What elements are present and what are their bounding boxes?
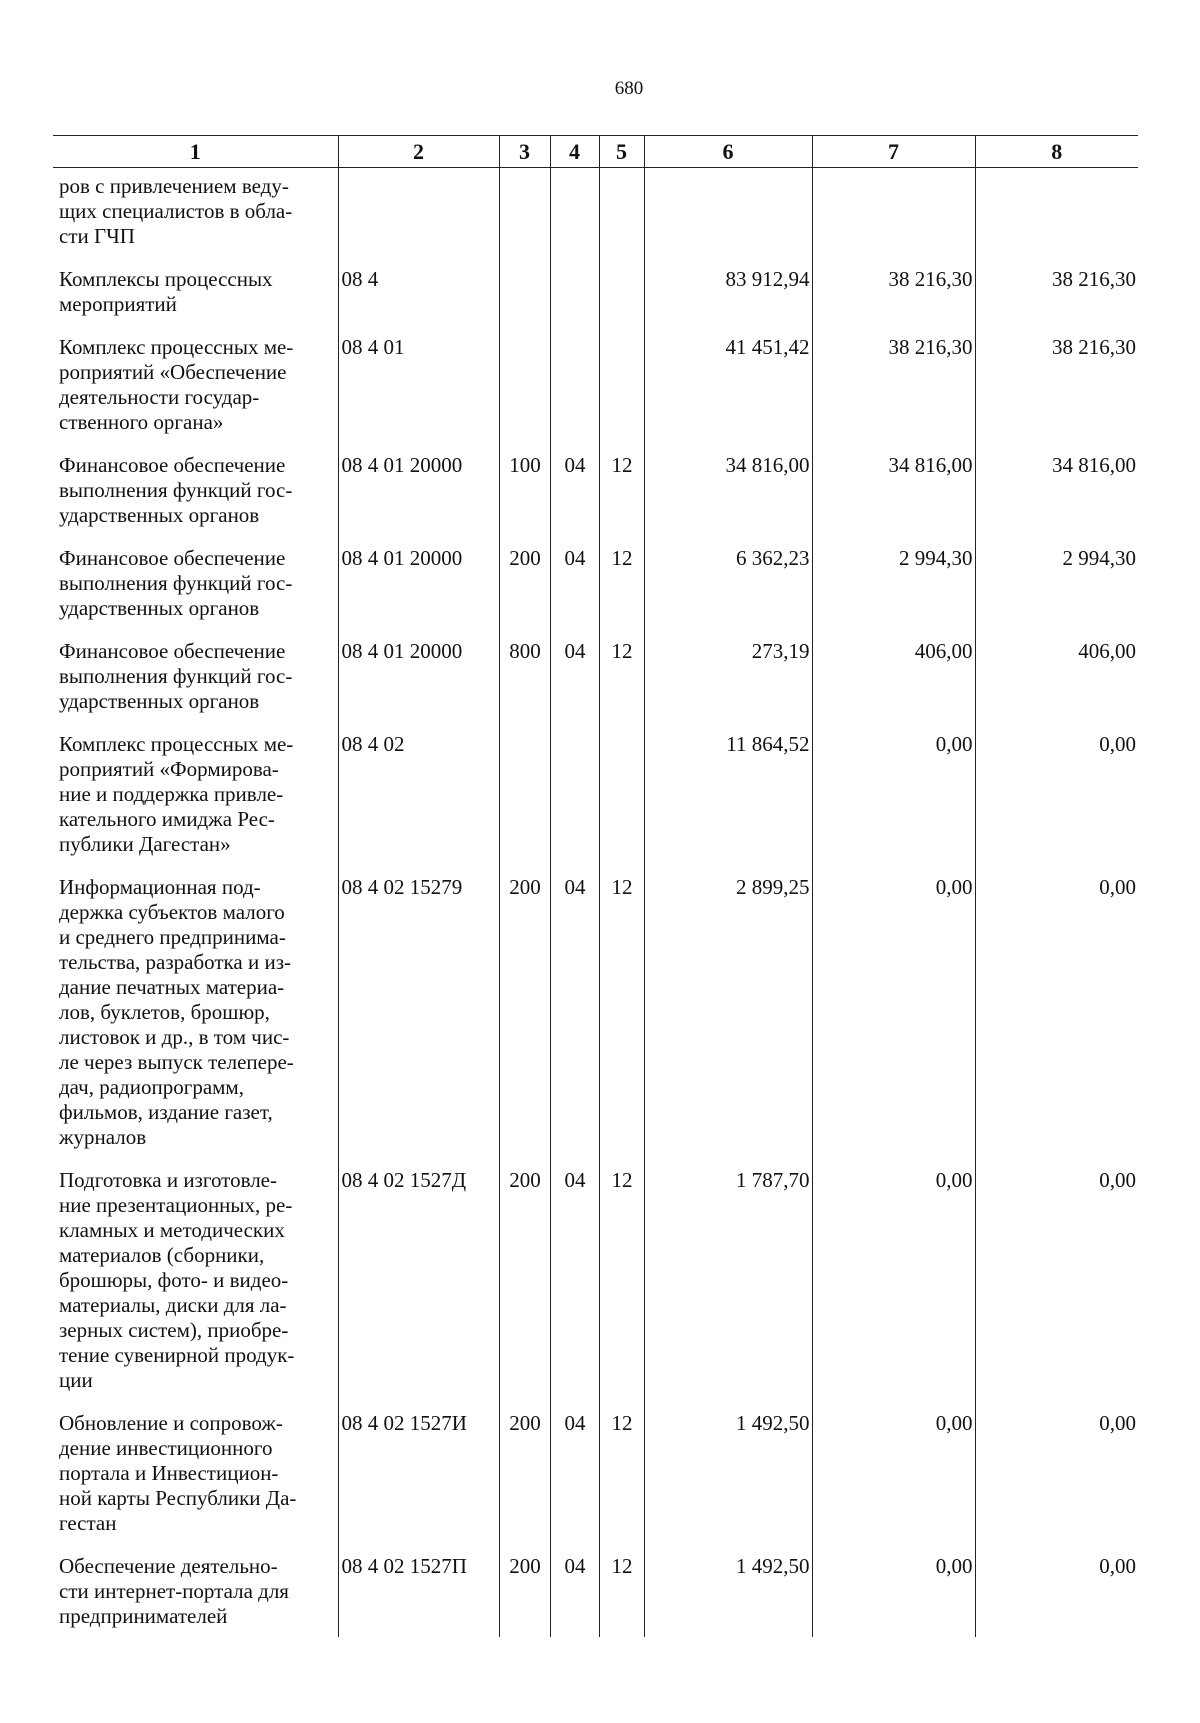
amount-year-2: 0,00 bbox=[812, 1554, 975, 1637]
target-article-code: 08 4 02 1527И bbox=[338, 1411, 499, 1554]
amount-year-1: 1 492,50 bbox=[644, 1411, 812, 1554]
expense-type-code: 200 bbox=[499, 1554, 550, 1637]
amount-year-2: 34 816,00 bbox=[812, 453, 975, 546]
subsection-code bbox=[599, 168, 644, 268]
table-row bbox=[53, 639, 1138, 732]
amount-year-3: 0,00 bbox=[975, 1411, 1138, 1554]
header-row bbox=[53, 136, 1138, 168]
amount-year-3: 38 216,30 bbox=[975, 267, 1138, 335]
section-code: 04 bbox=[550, 1168, 599, 1411]
expense-name: Финансовое обеспечение выполнения функций гос- ударственных органов bbox=[59, 546, 293, 620]
expense-name: Обеспечение деятельно- сти интернет-портала для предпринимателей bbox=[59, 1554, 289, 1628]
amount-year-1: 2 899,25 bbox=[644, 875, 812, 1168]
table-row bbox=[53, 732, 1138, 875]
section-code: 04 bbox=[550, 453, 599, 546]
subsection-code bbox=[599, 732, 644, 875]
target-article-code: 08 4 01 20000 bbox=[338, 453, 499, 546]
subsection-code: 12 bbox=[599, 1168, 644, 1411]
target-article-code: 08 4 02 1527П bbox=[338, 1554, 499, 1637]
target-article-code: 08 4 01 20000 bbox=[338, 546, 499, 639]
target-article-code bbox=[338, 168, 499, 268]
table-row bbox=[53, 546, 1138, 639]
expense-type-code: 800 bbox=[499, 639, 550, 732]
expense-type-code bbox=[499, 732, 550, 875]
target-article-code: 08 4 01 bbox=[338, 335, 499, 453]
expense-type-code: 200 bbox=[499, 1168, 550, 1411]
table-row bbox=[53, 1411, 1138, 1554]
amount-year-1: 83 912,94 bbox=[644, 267, 812, 335]
section-code bbox=[550, 732, 599, 875]
expense-name: ров с привлечением веду- щих специалистов в обла- сти ГЧП bbox=[59, 174, 293, 248]
amount-year-1: 11 864,52 bbox=[644, 732, 812, 875]
target-article-code: 08 4 02 1527Д bbox=[338, 1168, 499, 1411]
section-code bbox=[550, 335, 599, 453]
amount-year-2: 38 216,30 bbox=[812, 267, 975, 335]
target-article-code: 08 4 bbox=[338, 267, 499, 335]
expense-type-code bbox=[499, 168, 550, 268]
section-code: 04 bbox=[550, 639, 599, 732]
expense-name: Комплексы процессных мероприятий bbox=[59, 267, 273, 316]
subsection-code bbox=[599, 267, 644, 335]
column-header: 3 bbox=[499, 136, 550, 168]
amount-year-3 bbox=[975, 168, 1138, 268]
expense-type-code: 100 bbox=[499, 453, 550, 546]
column-header: 7 bbox=[812, 136, 975, 168]
expense-type-code: 200 bbox=[499, 875, 550, 1168]
budget-table bbox=[53, 135, 1138, 1637]
expense-type-code: 200 bbox=[499, 1411, 550, 1554]
section-code bbox=[550, 267, 599, 335]
expense-name: Финансовое обеспечение выполнения функций гос- ударственных органов bbox=[59, 639, 293, 713]
amount-year-1: 6 362,23 bbox=[644, 546, 812, 639]
column-header: 2 bbox=[338, 136, 499, 168]
subsection-code: 12 bbox=[599, 546, 644, 639]
amount-year-3: 2 994,30 bbox=[975, 546, 1138, 639]
amount-year-3: 38 216,30 bbox=[975, 335, 1138, 453]
table-row bbox=[53, 168, 1138, 268]
amount-year-1 bbox=[644, 168, 812, 268]
column-header: 4 bbox=[550, 136, 599, 168]
amount-year-3: 0,00 bbox=[975, 875, 1138, 1168]
amount-year-2 bbox=[812, 168, 975, 268]
column-header: 6 bbox=[644, 136, 812, 168]
amount-year-2: 0,00 bbox=[812, 1411, 975, 1554]
subsection-code: 12 bbox=[599, 875, 644, 1168]
table-row bbox=[53, 1168, 1138, 1411]
amount-year-1: 34 816,00 bbox=[644, 453, 812, 546]
column-header: 8 bbox=[975, 136, 1138, 168]
subsection-code: 12 bbox=[599, 1554, 644, 1637]
expense-name: Комплекс процессных ме- роприятий «Формирова- ние и поддержка привле- кательного имиджа Рес- публики Дагестан» bbox=[59, 732, 294, 856]
amount-year-3: 406,00 bbox=[975, 639, 1138, 732]
table-row bbox=[53, 335, 1138, 453]
section-code: 04 bbox=[550, 875, 599, 1168]
subsection-code: 12 bbox=[599, 639, 644, 732]
table-row bbox=[53, 453, 1138, 546]
amount-year-1: 41 451,42 bbox=[644, 335, 812, 453]
section-code: 04 bbox=[550, 1554, 599, 1637]
amount-year-1: 1 787,70 bbox=[644, 1168, 812, 1411]
amount-year-1: 273,19 bbox=[644, 639, 812, 732]
expense-name: Информационная под- держка субъектов малого и среднего предпринима- тельства, разработка и из- дание печатных материа- лов, буклетов, брошюр, листовок и др., в том чис- ле через выпуск телепере- дач, радиопрограмм, фильмов, издание газет, журналов bbox=[59, 875, 294, 1149]
column-header: 1 bbox=[53, 136, 338, 168]
target-article-code: 08 4 01 20000 bbox=[338, 639, 499, 732]
expense-type-code bbox=[499, 335, 550, 453]
expense-type-code: 200 bbox=[499, 546, 550, 639]
table-row bbox=[53, 1554, 1138, 1637]
amount-year-2: 0,00 bbox=[812, 875, 975, 1168]
page-number: 680 bbox=[614, 78, 644, 99]
section-code bbox=[550, 168, 599, 268]
expense-name: Комплекс процессных ме- роприятий «Обеспечение деятельности государ- ственного органа» bbox=[59, 335, 294, 434]
column-header: 5 bbox=[599, 136, 644, 168]
amount-year-2: 38 216,30 bbox=[812, 335, 975, 453]
target-article-code: 08 4 02 15279 bbox=[338, 875, 499, 1168]
table-row bbox=[53, 267, 1138, 335]
amount-year-3: 0,00 bbox=[975, 1554, 1138, 1637]
section-code: 04 bbox=[550, 546, 599, 639]
amount-year-2: 0,00 bbox=[812, 732, 975, 875]
subsection-code: 12 bbox=[599, 453, 644, 546]
subsection-code: 12 bbox=[599, 1411, 644, 1554]
amount-year-2: 0,00 bbox=[812, 1168, 975, 1411]
expense-name: Подготовка и изготовле- ние презентационных, ре- кламных и методических материалов (сборники, брошюры, фото- и видео- материалы, диски для ла- зерных систем), приобре- тение сувенирной продук- ции bbox=[59, 1168, 295, 1392]
expense-name: Финансовое обеспечение выполнения функций гос- ударственных органов bbox=[59, 453, 293, 527]
table-row bbox=[53, 875, 1138, 1168]
amount-year-1: 1 492,50 bbox=[644, 1554, 812, 1637]
target-article-code: 08 4 02 bbox=[338, 732, 499, 875]
expense-name: Обновление и сопровож- дение инвестиционного портала и Инвестицион- ной карты Республики Да- гестан bbox=[59, 1411, 297, 1535]
amount-year-3: 0,00 bbox=[975, 732, 1138, 875]
section-code: 04 bbox=[550, 1411, 599, 1554]
amount-year-3: 0,00 bbox=[975, 1168, 1138, 1411]
expense-type-code bbox=[499, 267, 550, 335]
amount-year-3: 34 816,00 bbox=[975, 453, 1138, 546]
amount-year-2: 406,00 bbox=[812, 639, 975, 732]
subsection-code bbox=[599, 335, 644, 453]
amount-year-2: 2 994,30 bbox=[812, 546, 975, 639]
